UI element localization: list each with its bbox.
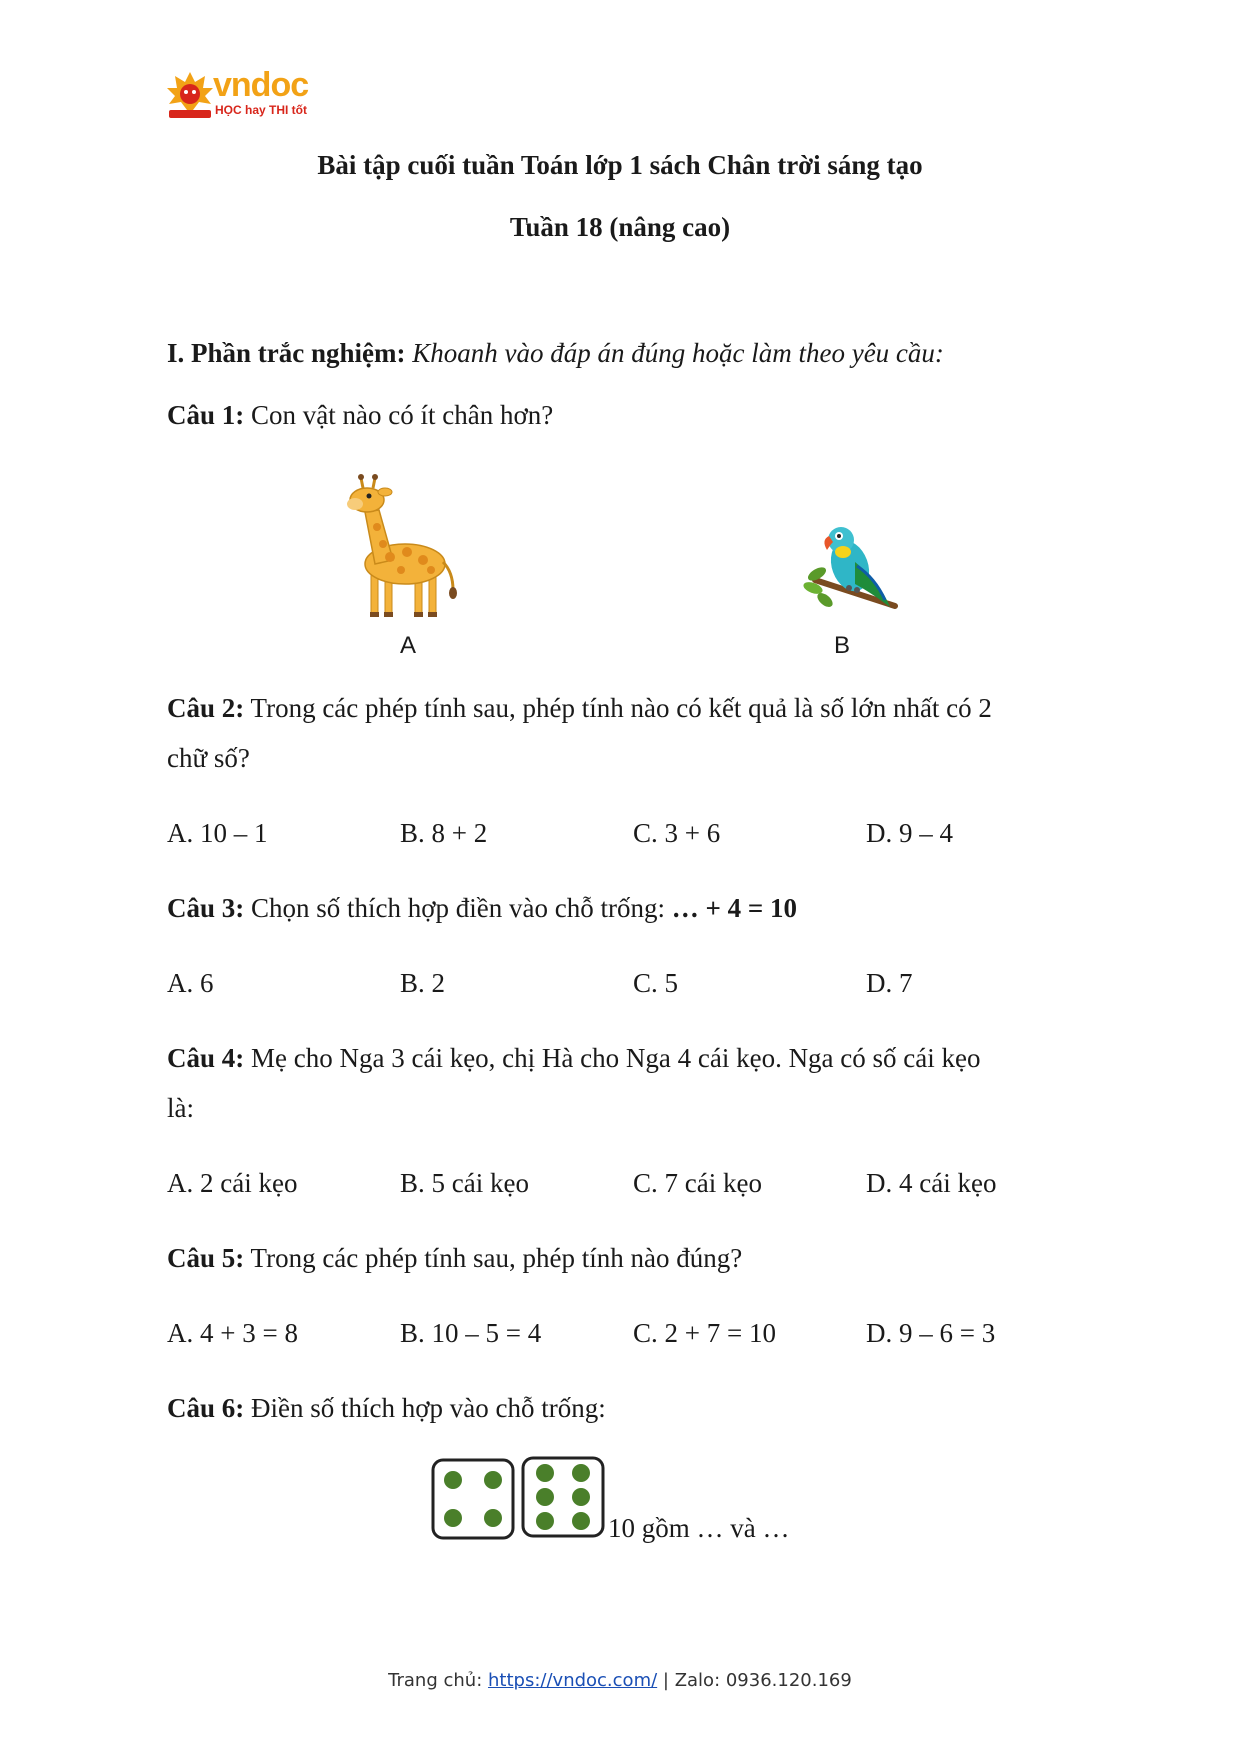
section-label: I. Phần trắc nghiệm:: [167, 338, 406, 368]
question-label: Câu 5:: [167, 1243, 245, 1273]
footer-link[interactable]: https://vndoc.com/: [488, 1670, 658, 1691]
picture-label-a: A: [400, 632, 417, 659]
parrot-icon: [795, 522, 905, 622]
question-5: [167, 1243, 742, 1274]
question-text: Con vật nào có ít chân hơn?: [251, 400, 554, 430]
page-footer: [0, 1670, 1240, 1691]
option-a[interactable]: A. 4 + 3 = 8: [167, 1318, 298, 1348]
question-label: Câu 6:: [167, 1393, 245, 1423]
option-d[interactable]: D. 7: [866, 968, 913, 998]
question-label: Câu 4:: [167, 1043, 245, 1073]
question-2-continued: chữ số?: [167, 743, 250, 773]
option-b[interactable]: B. 5 cái kẹo: [400, 1168, 529, 1198]
question-label: Câu 1:: [167, 400, 245, 430]
question-label: Câu 2:: [167, 693, 245, 723]
option-a[interactable]: A. 10 – 1: [167, 818, 268, 848]
option-c[interactable]: C. 3 + 6: [633, 818, 721, 848]
question-3: [167, 893, 797, 924]
option-a[interactable]: A. 6: [167, 968, 214, 998]
question-4-continued: là:: [167, 1093, 194, 1123]
option-a[interactable]: A. 2 cái kẹo: [167, 1168, 298, 1198]
question-text: Mẹ cho Nga 3 cái kẹo, chị Hà cho Nga 4 cái kẹo. Nga có số cái kẹo: [251, 1043, 981, 1073]
page-subtitle: Tuần 18 (nâng cao): [509, 212, 731, 242]
logo-mascot-icon: [165, 70, 215, 122]
option-b[interactable]: B. 8 + 2: [400, 818, 488, 848]
option-b[interactable]: B. 2: [400, 968, 446, 998]
question-text: Trong các phép tính sau, phép tính nào có kết quả là số lớn nhất có 2: [250, 693, 992, 723]
option-c[interactable]: C. 2 + 7 = 10: [633, 1318, 776, 1348]
logo-slogan: HỌC hay THI tốt: [215, 103, 307, 117]
question-expression: … + 4 = 10: [671, 893, 798, 923]
question-1: [167, 400, 553, 431]
question-4: [167, 1043, 981, 1074]
picture-label-b: B: [834, 632, 851, 659]
die-four-icon: [431, 1458, 515, 1540]
option-c[interactable]: C. 7 cái kẹo: [633, 1168, 762, 1198]
option-d[interactable]: D. 4 cái kẹo: [866, 1168, 997, 1198]
footer-contact: | Zalo: 0936.120.169: [662, 1670, 852, 1691]
vndoc-logo: [165, 66, 325, 126]
logo-brand: vndoc: [213, 66, 309, 104]
section-instruction: Khoanh vào đáp án đúng hoặc làm theo yêu cầu:: [412, 338, 944, 368]
page-title: Bài tập cuối tuần Toán lớp 1 sách Chân trời sáng tạo: [317, 150, 923, 180]
footer-prefix: Trang chủ:: [388, 1670, 483, 1691]
question-text: Điền số thích hợp vào chỗ trống:: [251, 1393, 606, 1423]
section-header: [167, 338, 944, 369]
question-6: [167, 1393, 606, 1424]
question-2: [167, 693, 992, 724]
option-d[interactable]: D. 9 – 4: [866, 818, 953, 848]
die-six-icon: [521, 1456, 605, 1538]
question-6-answer: 10 gồm … và …: [608, 1513, 790, 1543]
option-d[interactable]: D. 9 – 6 = 3: [866, 1318, 996, 1348]
question-text: Trong các phép tính sau, phép tính nào đúng?: [250, 1243, 743, 1273]
question-text: Chọn số thích hợp điền vào chỗ trống:: [251, 893, 665, 923]
question-label: Câu 3:: [167, 893, 245, 923]
option-c[interactable]: C. 5: [633, 968, 679, 998]
option-b[interactable]: B. 10 – 5 = 4: [400, 1318, 542, 1348]
giraffe-icon: [335, 472, 465, 622]
